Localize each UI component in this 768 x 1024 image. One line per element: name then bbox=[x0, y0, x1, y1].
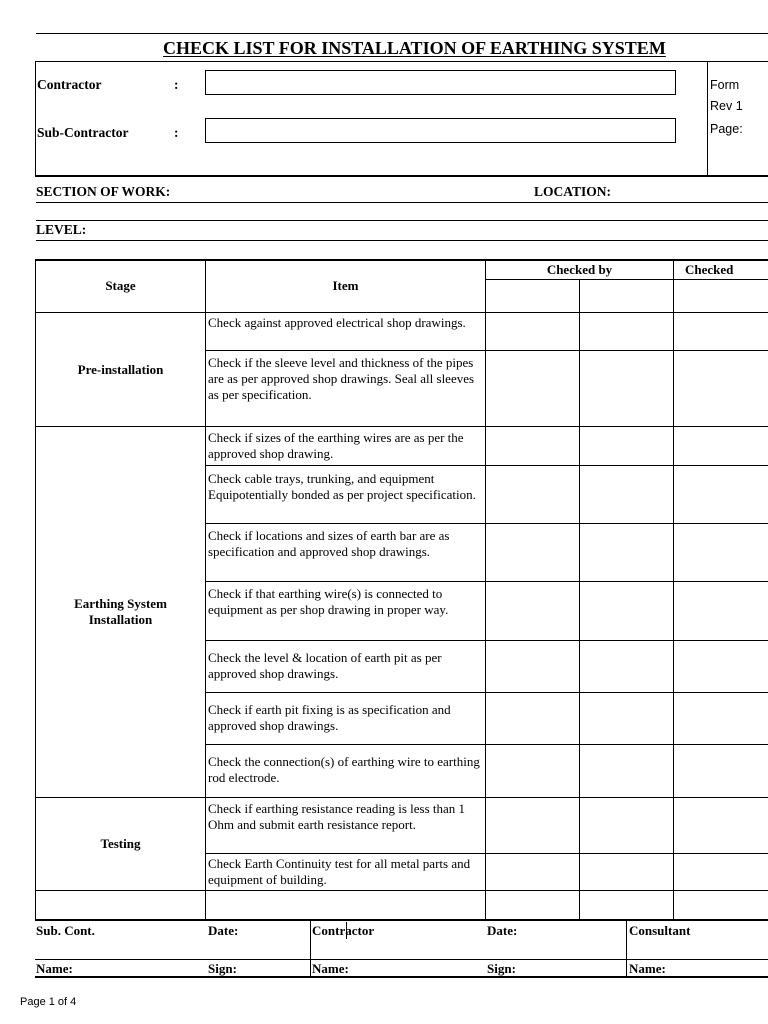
checklist-item: Check if earth pit fixing is as specification and approved shop drawings. bbox=[208, 702, 451, 733]
row-rule bbox=[206, 581, 768, 582]
sub-cont-label: Sub. Cont. bbox=[36, 923, 95, 938]
sign-label: Sign: bbox=[208, 961, 237, 976]
checklist-item: Check cable trays, trunking, and equipment Equipotentially bonded as per project specification. bbox=[208, 471, 476, 502]
contractor-field[interactable] bbox=[205, 70, 676, 95]
checked-by-header: Checked by bbox=[546, 261, 613, 277]
level-label: LEVEL: bbox=[36, 222, 87, 237]
subcontractor-label: Sub-Contractor bbox=[37, 125, 129, 140]
col-divider bbox=[579, 279, 580, 920]
row-rule bbox=[206, 640, 768, 641]
col-divider bbox=[485, 259, 486, 920]
item-header: Item bbox=[332, 278, 359, 293]
top-rule bbox=[36, 33, 768, 34]
contractor-colon: : bbox=[174, 77, 179, 92]
subcontractor-field[interactable] bbox=[205, 118, 676, 143]
row-rule bbox=[206, 465, 768, 466]
table-bottom bbox=[35, 919, 768, 921]
page-number: Page 1 of 4 bbox=[20, 996, 77, 1008]
name-label: Name: bbox=[312, 961, 349, 976]
page-label: Page: bbox=[710, 122, 743, 136]
header-bottom-rule bbox=[35, 175, 768, 177]
check-cell[interactable] bbox=[580, 313, 673, 350]
row-rule bbox=[35, 890, 768, 891]
checklist-item: Check if earthing resistance reading is less than 1 Ohm and submit earth resistance report. bbox=[208, 801, 466, 832]
checked-by-rule bbox=[485, 279, 768, 280]
checklist-item: Check against approved electrical shop drawings. bbox=[208, 315, 466, 330]
checklist-item: Check the connection(s) of earthing wire to earthing rod electrode. bbox=[208, 754, 480, 785]
subcontractor-colon: : bbox=[174, 125, 179, 140]
revision-label: Rev 1 bbox=[710, 99, 743, 113]
date-label: Date: bbox=[208, 923, 239, 938]
contractor-sign-label: Contractor bbox=[312, 923, 375, 938]
stage-testing: Testing bbox=[100, 836, 141, 851]
row-rule bbox=[206, 692, 768, 693]
title-rule bbox=[36, 61, 768, 62]
level-rule bbox=[36, 240, 768, 241]
row-rule bbox=[206, 853, 768, 854]
contractor-label: Contractor bbox=[37, 77, 102, 92]
checklist-item: Check if that earthing wire(s) is connected to equipment as per shop drawing in proper way. bbox=[208, 586, 449, 617]
row-rule bbox=[206, 744, 768, 745]
row-rule bbox=[206, 350, 768, 351]
sig-divider bbox=[310, 920, 311, 976]
row-rule bbox=[206, 523, 768, 524]
checked-by-header-2: Checked bbox=[685, 262, 734, 277]
form-number-label: Form bbox=[710, 78, 740, 92]
location-label: LOCATION: bbox=[534, 184, 612, 199]
col-divider bbox=[673, 259, 674, 920]
consultant-label: Consultant bbox=[629, 923, 691, 938]
checklist-item: Check if the sleeve level and thickness of the pipes are as per approved shop drawings. Seal all sleeves as per specification. bbox=[208, 355, 475, 402]
stage-earthing-installation: Earthing System Installation bbox=[74, 596, 167, 627]
section-rule-2 bbox=[36, 220, 768, 221]
name-label: Name: bbox=[629, 961, 666, 976]
checklist-item: Check Earth Continuity test for all metal parts and equipment of building. bbox=[208, 856, 471, 887]
date-label: Date: bbox=[487, 923, 518, 938]
col-divider bbox=[205, 259, 206, 920]
section-of-work-label: SECTION OF WORK: bbox=[36, 184, 171, 199]
check-cell[interactable] bbox=[486, 313, 579, 350]
header-right-divider bbox=[707, 61, 708, 175]
header-left-border bbox=[35, 61, 36, 175]
sig-rule bbox=[35, 959, 768, 960]
page-title: CHECK LIST FOR INSTALLATION OF EARTHING SYSTEM bbox=[163, 38, 666, 58]
sig-divider bbox=[626, 920, 627, 976]
checklist-item: Check the level & location of earth pit as per approved shop drawings. bbox=[208, 650, 442, 681]
stage-header: Stage bbox=[105, 278, 136, 293]
checklist-item: Check if sizes of the earthing wires are as per the approved shop drawing. bbox=[208, 430, 464, 461]
name-label: Name: bbox=[36, 961, 73, 976]
section-rule bbox=[36, 202, 768, 203]
sign-label: Sign: bbox=[487, 961, 516, 976]
checklist-item: Check if locations and sizes of earth bar are as specification and approved shop drawings. bbox=[208, 528, 450, 559]
stage-pre-installation: Pre-installation bbox=[77, 361, 164, 377]
